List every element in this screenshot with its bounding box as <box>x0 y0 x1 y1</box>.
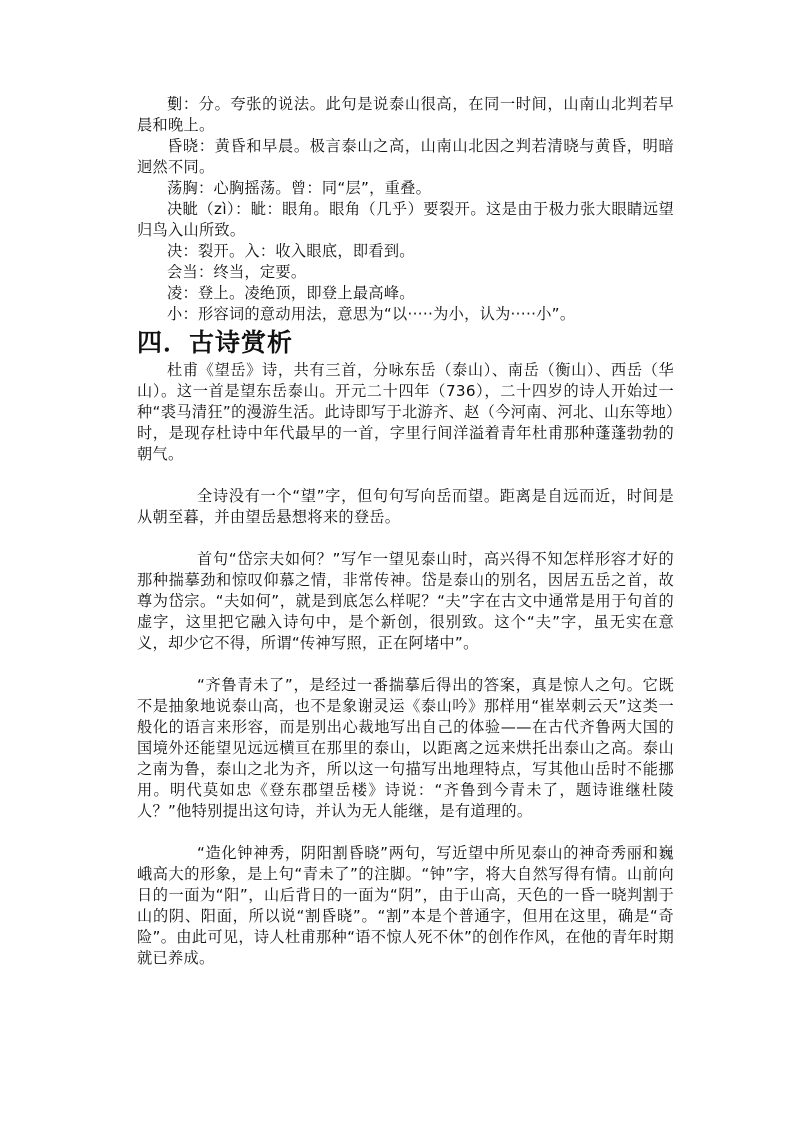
section-heading: 四．古诗赏析 <box>137 328 294 357</box>
paragraph-second-line: “齐鲁青未了”，是经过一番揣摹后得出的答案，真是惊人之句。它既不是抽象地说泰山高，也不是象谢灵运《泰山吟》那样用“崔崒刺云天”这类一般化的语言来形容，而是别出心裁地写出自己的体验——在古代齐鲁两大国的国境外还能望见远远横亘在那里的泰山，以距离之远来烘托出泰山之高。泰山之南为鲁，泰山之北为齐，所以这一句描写出地理特点，写其他山岳时不能挪用。明代莫如忠《登东郡望岳楼》诗说：“齐鲁到今青未了，题诗谁继杜陵人？”他特别提出这句诗，并认为无人能继，是有道理的。 <box>137 676 674 820</box>
note-ge: 劐：分。夸张的说法。此句是说泰山很高，在同一时间，山南山北判若早晨和晚上。 <box>137 95 674 134</box>
note-huidang: 会当：终当，定要。 <box>167 263 307 281</box>
note-ling: 凌：登上。凌绝顶，即登上最高峰。 <box>167 284 415 302</box>
note-dangxiong: 荡胸：心胸摇荡。曾：同“层”，重叠。 <box>167 179 432 197</box>
note-jue: 决：裂开。入：收入眼底，即看到。 <box>167 242 415 260</box>
note-xiao: 小：形容词的意动用法，意思为“以·····为小，认为·····小”。 <box>167 305 576 323</box>
document-page <box>137 94 674 990</box>
paragraph-first-line: 首句“岱宗夫如何？”写乍一望见泰山时，高兴得不知怎样形容才好的那种揣摹劲和惊叹仰慕之情，非常传神。岱是泰山的别名，因居五岳之首，故尊为岱宗。“夫如何”，就是到底怎么样呢？“夫”字在古文中通常是用于句首的虚字，这里把它融入诗句中，是个新创，很别致。这个“夫”字，虽无实在意义，却少它不得，所谓“传神写照，正在阿堵中”。 <box>137 550 674 652</box>
paragraph-third-fourth-lines: “造化钟神秀，阴阳割昏晓”两句，写近望中所见泰山的神奇秀丽和巍峨高大的形象，是上句“青未了”的注脚。“钟”字，将大自然写得有情。山前向日的一面为“阳”，山后背日的一面为“阴”，由于山高，天色的一昏一晓判割于山的阴、阳面，所以说“割昏晓”。“割”本是个普通字，但用在这里，确是“奇险”。由此可见，诗人杜甫那种“语不惊人死不休”的创作作风，在他的青年时期就已养成。 <box>137 844 674 967</box>
paragraph-intro: 杜甫《望岳》诗，共有三首，分咏东岳（泰山）、南岳（衡山）、西岳（华山）。这一首是望东岳泰山。开元二十四年（736），二十四岁的诗人开始过一种“裘马清狂”的漫游生活。此诗即写于北游齐、赵（今河南、河北、山东等地）时，是现存杜诗中年代最早的一首，字里行间洋溢着青年杜甫那种蓬蓬勃勃的朝气。 <box>137 361 674 463</box>
note-hunxiao: 昏晓：黄昏和早晨。极言泰山之高，山南山北因之判若清晓与黄昏，明暗迥然不同。 <box>137 137 674 176</box>
paragraph-overview: 全诗没有一个“望”字，但句句写向岳而望。距离是自远而近，时间是从朝至暮，并由望岳悬想将来的登岳。 <box>137 487 674 526</box>
note-juezi: 决眦（zì）：眦：眼角。眼角（几乎）要裂开。这是由于极力张大眼睛远望归鸟入山所致。 <box>137 200 674 239</box>
